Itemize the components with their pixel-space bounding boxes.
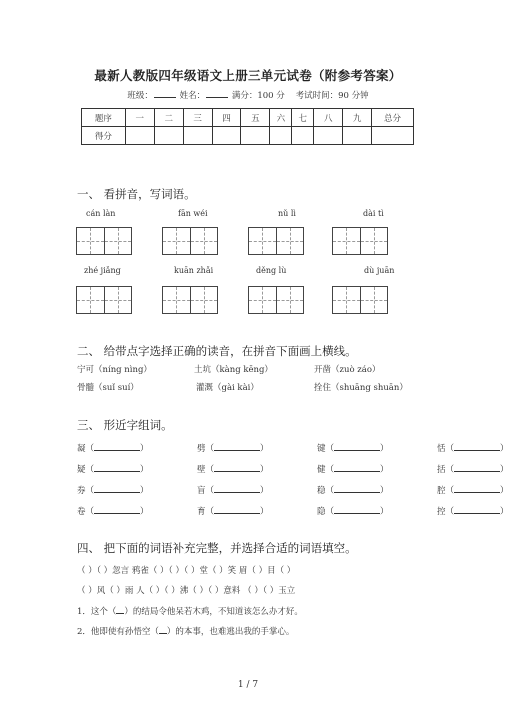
pinyin-label: nǔ lì	[278, 209, 296, 218]
name-blank[interactable]	[206, 88, 228, 98]
score-head-cell: 七	[292, 109, 314, 127]
score-head-cell: 六	[270, 109, 292, 127]
answer-blank[interactable]	[94, 504, 140, 514]
answer-blank[interactable]	[454, 462, 500, 472]
score-cell[interactable]	[154, 127, 183, 145]
char: 健	[317, 465, 326, 475]
char: 隐	[317, 507, 326, 517]
tianzige-grid[interactable]	[76, 286, 132, 314]
answer-blank[interactable]	[214, 441, 260, 451]
class-blank[interactable]	[154, 88, 176, 98]
answer-blank[interactable]	[454, 504, 500, 514]
question-1	[77, 604, 303, 617]
score-cell[interactable]	[314, 127, 343, 145]
char: 券	[77, 486, 86, 496]
pinyin-label: dù juān	[364, 266, 395, 275]
score-cell[interactable]	[183, 127, 212, 145]
score-header-row	[82, 109, 414, 127]
pinyin-label: dài tì	[363, 209, 384, 218]
name-label: 姓名：	[179, 91, 206, 101]
word-row: 券（ ） 盲（ ） 稳（ ） 腔（ ）	[77, 483, 509, 496]
exam-info	[0, 88, 496, 101]
score-head-cell: 四	[212, 109, 241, 127]
word-row: 卷（ ） 育（ ） 隐（ ） 控（ ）	[77, 504, 509, 517]
question-text: ）的结局令他呆若木鸡，不知道该怎么办才好。	[124, 607, 303, 617]
question-text: ）的本事，也难逃出我的手掌心。	[166, 627, 295, 637]
char: 劈	[197, 444, 206, 454]
score-head-cell: 五	[241, 109, 270, 127]
score-head-cell: 八	[314, 109, 343, 127]
tianzige-grid[interactable]	[76, 227, 132, 255]
exam-time: 考试时间：90 分钟	[295, 91, 369, 101]
full-score: 满分：100 分	[231, 91, 285, 101]
tianzige-grid[interactable]	[248, 286, 304, 314]
reading-choice[interactable]: 土坑（kàng kēng）	[194, 365, 273, 375]
pinyin-label: děng lù	[256, 266, 287, 275]
section4-heading: 四、 把下面的词语补充完整，并选择合适的词语填空。	[77, 541, 357, 555]
answer-blank[interactable]	[334, 462, 380, 472]
pinyin-label: cán làn	[86, 209, 116, 218]
reading-choice[interactable]: 灌溉（gài kài）	[196, 383, 259, 393]
char: 恬	[437, 444, 446, 454]
score-row-label: 得分	[82, 127, 126, 145]
char: 腔	[437, 486, 446, 496]
question-text: 1．这个（	[77, 607, 117, 617]
tianzige-grid[interactable]	[248, 227, 304, 255]
score-head-cell: 九	[343, 109, 372, 127]
score-head-cell: 一	[125, 109, 154, 127]
answer-blank[interactable]	[214, 483, 260, 493]
score-cell[interactable]	[343, 127, 372, 145]
char: 凝	[77, 444, 86, 454]
pinyin-label: fān wéi	[178, 209, 208, 218]
score-cell[interactable]	[270, 127, 292, 145]
tianzige-grid[interactable]	[162, 286, 218, 314]
char: 卷	[77, 507, 86, 517]
reading-choice[interactable]: 骨髓（suǐ suí）	[77, 383, 139, 393]
answer-blank[interactable]	[334, 441, 380, 451]
idiom-line[interactable]: （ ）风（ ）雨 人（ ）（ ）沸（ ）（ ）意料 （ ）（ ）玉立	[77, 586, 296, 596]
page-number: 1 / 7	[237, 680, 259, 690]
answer-blank[interactable]	[334, 504, 380, 514]
word-row: 疑（ ） 壁（ ） 健（ ） 括（ ）	[77, 462, 509, 475]
question-text: 2．他即使有孙悟空（	[77, 627, 159, 637]
char: 盲	[197, 486, 206, 496]
section3-heading: 三、 形近字组词。	[77, 418, 173, 432]
score-cell[interactable]	[292, 127, 314, 145]
score-cell[interactable]	[212, 127, 241, 145]
word-row: 凝（ ） 劈（ ） 键（ ） 恬（ ）	[77, 441, 509, 454]
score-head-cell: 三	[183, 109, 212, 127]
score-table	[81, 108, 414, 145]
answer-blank[interactable]	[214, 504, 260, 514]
answer-blank[interactable]	[94, 441, 140, 451]
score-head-cell: 题序	[82, 109, 126, 127]
char: 壁	[197, 465, 206, 475]
score-cell[interactable]	[125, 127, 154, 145]
reading-choice[interactable]: 开凿（zuò záo）	[314, 365, 381, 375]
pinyin-label: zhé jiǎng	[84, 266, 121, 275]
answer-blank[interactable]	[94, 462, 140, 472]
exam-title: 最新人教版四年级语文上册三单元试卷（附参考答案）	[94, 68, 402, 83]
score-head-cell: 总分	[372, 109, 414, 127]
answer-blank[interactable]	[159, 624, 167, 634]
answer-blank[interactable]	[214, 462, 260, 472]
reading-choice[interactable]: 宁可（níng nìng）	[77, 365, 152, 375]
answer-blank[interactable]	[454, 483, 500, 493]
reading-choice[interactable]: 拴住（shuāng shuān）	[314, 383, 408, 393]
score-value-row	[82, 127, 414, 145]
answer-blank[interactable]	[334, 483, 380, 493]
char: 育	[197, 507, 206, 517]
answer-blank[interactable]	[94, 483, 140, 493]
char: 括	[437, 465, 446, 475]
idiom-line[interactable]: （ ）（ ）忽言 鸦雀（ ）（ ）（ ）堂（ ）笑 眉（ ）目（ ）	[77, 566, 296, 576]
char: 疑	[77, 465, 86, 475]
char: 控	[437, 507, 446, 517]
score-cell[interactable]	[372, 127, 414, 145]
pinyin-label: kuān zhǎi	[174, 266, 214, 275]
section2-heading: 二、 给带点字选择正确的读音，在拼音下面画上横线。	[77, 344, 357, 358]
score-head-cell: 二	[154, 109, 183, 127]
char: 键	[317, 444, 326, 454]
score-cell[interactable]	[241, 127, 270, 145]
tianzige-grid[interactable]	[162, 227, 218, 255]
tianzige-grid[interactable]	[332, 286, 388, 314]
question-2	[77, 624, 294, 637]
class-label: 班级：	[127, 91, 153, 101]
tianzige-grid[interactable]	[332, 227, 388, 255]
char: 稳	[317, 486, 326, 496]
answer-blank[interactable]	[454, 441, 500, 451]
section1-heading: 一、 看拼音，写词语。	[77, 187, 196, 201]
